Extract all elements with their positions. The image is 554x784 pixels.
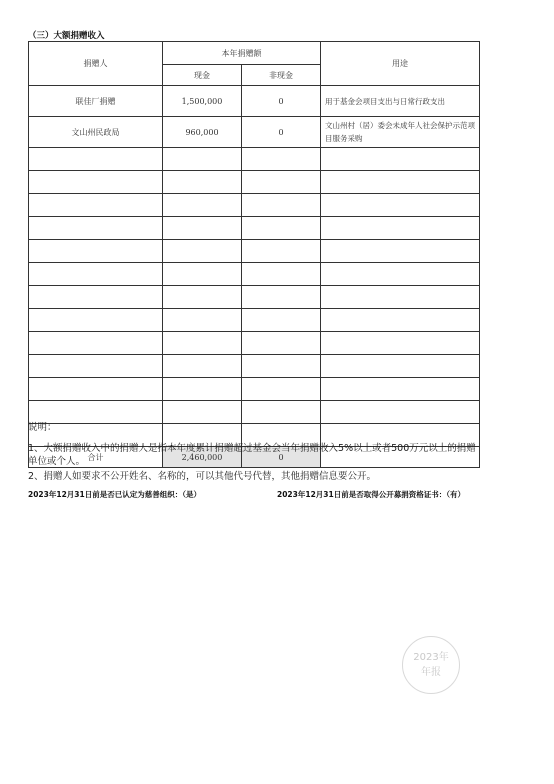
table-row bbox=[29, 217, 480, 240]
notes-line-1: 1、大额捐赠收入中的捐赠人是指本年度累计捐赠超过基金会当年捐赠收入5%以上或者500万元以上的捐赠单位或个人。 bbox=[28, 443, 476, 467]
cell-cash bbox=[163, 378, 242, 401]
cell-noncash bbox=[242, 355, 321, 378]
annual-report-stamp bbox=[402, 636, 460, 694]
header-cash: 现金 bbox=[163, 65, 242, 86]
header-noncash: 非现金 bbox=[242, 65, 321, 86]
notes-heading: 说明： bbox=[28, 422, 57, 433]
cell-cash bbox=[163, 217, 242, 240]
cell-cash bbox=[163, 263, 242, 286]
cell-purpose bbox=[321, 217, 480, 240]
cell-noncash bbox=[242, 194, 321, 217]
cell-cash bbox=[163, 332, 242, 355]
cell-cash: 960,000 bbox=[163, 117, 242, 148]
cell-donor bbox=[29, 263, 163, 286]
cell-purpose bbox=[321, 240, 480, 263]
header-purpose: 用途 bbox=[321, 42, 480, 86]
cell-purpose bbox=[321, 263, 480, 286]
cell-donor bbox=[29, 309, 163, 332]
total-cash: 2,460,000 bbox=[163, 447, 242, 468]
cell-noncash bbox=[242, 401, 321, 424]
table-row bbox=[29, 240, 480, 263]
cell-donor bbox=[29, 171, 163, 194]
stamp-label: 年报 bbox=[421, 667, 441, 678]
cell-purpose bbox=[321, 194, 480, 217]
cell-donor bbox=[29, 332, 163, 355]
cell-donor bbox=[29, 355, 163, 378]
cell-noncash bbox=[242, 217, 321, 240]
table-row bbox=[29, 309, 480, 332]
table-row bbox=[29, 117, 480, 148]
cell-cash bbox=[163, 401, 242, 424]
table-row bbox=[29, 355, 480, 378]
cell-donor bbox=[29, 240, 163, 263]
cell-purpose bbox=[321, 171, 480, 194]
cell-cash bbox=[163, 286, 242, 309]
header-donor: 捐赠人 bbox=[29, 42, 163, 86]
cell-donor: 文山州民政局 bbox=[29, 117, 163, 148]
cell-noncash bbox=[242, 286, 321, 309]
table-row bbox=[29, 263, 480, 286]
cell-donor bbox=[29, 286, 163, 309]
cell-purpose bbox=[321, 401, 480, 424]
public-fundraising-flag: 2023年12月31日前是否取得公开募捐资格证书：（有） bbox=[277, 490, 465, 499]
cell-cash bbox=[163, 194, 242, 217]
stamp-year: 2023年 bbox=[413, 652, 449, 663]
cell-noncash bbox=[242, 332, 321, 355]
cell-cash bbox=[163, 309, 242, 332]
table-row bbox=[29, 332, 480, 355]
cell-cash bbox=[163, 171, 242, 194]
cell-purpose: 用于基金会项目支出与日常行政支出 bbox=[321, 86, 480, 117]
cell-donor bbox=[29, 194, 163, 217]
cell-noncash: 0 bbox=[242, 117, 321, 148]
cell-cash bbox=[163, 355, 242, 378]
cell-noncash bbox=[242, 263, 321, 286]
cell-donor: 联佳厂捐赠 bbox=[29, 86, 163, 117]
cell-noncash bbox=[242, 148, 321, 171]
table-row bbox=[29, 378, 480, 401]
charity-recognized-flag: 2023年12月31日前是否已认定为慈善组织：（是） bbox=[28, 490, 201, 499]
cell-purpose bbox=[321, 355, 480, 378]
cell-purpose bbox=[321, 332, 480, 355]
total-noncash: 0 bbox=[242, 447, 321, 468]
cell-noncash bbox=[242, 171, 321, 194]
table-header-row bbox=[29, 42, 480, 65]
cell-donor bbox=[29, 378, 163, 401]
cell-noncash bbox=[242, 378, 321, 401]
cell-cash bbox=[163, 240, 242, 263]
cell-cash: 1,500,000 bbox=[163, 86, 242, 117]
cell-purpose bbox=[321, 309, 480, 332]
header-amount-group: 本年捐赠额 bbox=[163, 42, 321, 65]
cell-donor bbox=[29, 148, 163, 171]
section-title: （三）大额捐赠收入 bbox=[28, 31, 105, 41]
notes-line-2: 2、捐赠人如要求不公开姓名、名称的，可以其他代号代替，其他捐赠信息要公开。 bbox=[28, 471, 377, 482]
table-row bbox=[29, 86, 480, 117]
table-row bbox=[29, 194, 480, 217]
cell-donor bbox=[29, 217, 163, 240]
table-row bbox=[29, 286, 480, 309]
cell-purpose: 文山州村（居）委会未成年人社会保护示范项目服务采购 bbox=[321, 117, 480, 148]
cell-purpose bbox=[321, 378, 480, 401]
table-row bbox=[29, 148, 480, 171]
cell-purpose bbox=[321, 148, 480, 171]
cell-noncash: 0 bbox=[242, 86, 321, 117]
table-row bbox=[29, 401, 480, 424]
cell-noncash bbox=[242, 240, 321, 263]
table-row bbox=[29, 171, 480, 194]
large-donation-table bbox=[28, 41, 480, 468]
cell-cash bbox=[163, 148, 242, 171]
cell-noncash bbox=[242, 309, 321, 332]
total-label: 合计 bbox=[29, 447, 163, 468]
cell-purpose bbox=[321, 286, 480, 309]
